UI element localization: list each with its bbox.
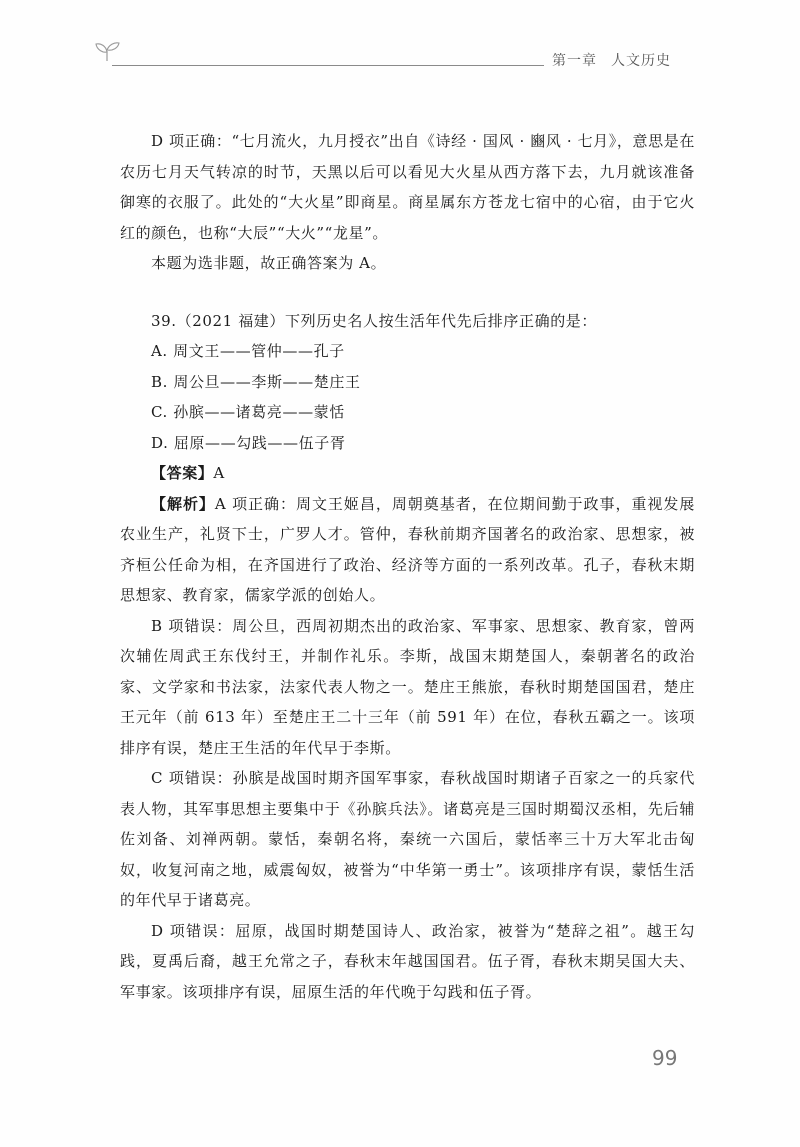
previous-conclusion: 本题为选非题，故正确答案为 A。 [151, 254, 387, 272]
page-number: 99 [652, 1046, 678, 1070]
chapter-title: 人文历史 [611, 53, 671, 69]
chapter-number: 第一章 [552, 53, 597, 69]
analysis-c: C 项错误：孙膑是战国时期齐国军事家，春秋战国时期诸子百家之一的兵家代表人物，其军事思想主要集中于《孙膑兵法》。诸葛亮是三国时期蜀汉丞相，先后辅佐刘备、刘禅两朝。蒙恬，秦朝名将，秦统一六国后，蒙恬率三十万大军北击匈奴，收复河南之地，威震匈奴，被誉为“中华第一勇士”。该项排序有误，蒙恬生活的年代早于诸葛亮。 [120, 769, 695, 909]
analysis-d: D 项错误：屈原，战国时期楚国诗人、政治家，被誉为“楚辞之祖”。越王勾践，夏禹后裔，越王允常之子，春秋末年越国国君。伍子胥，春秋末期吴国大夫、军事家。该项排序有误，屈原生活的年代晚于勾践和伍子胥。 [120, 921, 695, 1001]
sprout-icon [94, 40, 120, 62]
analysis-label: 【解析】 [151, 494, 215, 513]
question-stem: 39.（2021 福建）下列历史名人按生活年代先后排序正确的是： [151, 311, 597, 330]
analysis-a-paragraph [120, 489, 695, 611]
analysis-a: A 项正确：周文王姬昌，周朝奠基者，在位期间勤于政事，重视发展农业生产，礼贤下士，广罗人才。管仲，春秋前期齐国著名的政治家、思想家，被齐桓公任命为相，在齐国进行了政治、经济等方面的一系列改革。孔子，春秋末期思想家、教育家，儒家学派的创始人。 [120, 494, 695, 604]
answer-line [120, 458, 695, 489]
option-d: D. 屈原——勾践——伍子胥 [151, 433, 346, 452]
page-body [120, 126, 695, 1007]
header-divider [112, 65, 544, 66]
page-header [0, 0, 800, 80]
chapter-heading [552, 50, 671, 70]
answer-value: A [213, 464, 225, 482]
previous-analysis-d: D 项正确：“七月流火，九月授衣”出自《诗经 · 国风 · 豳风 · 七月》，意思是在农历七月天气转凉的时节，天黑以后可以看见大火星从西方落下去，九月就该准备御寒的衣服了。此处的“大火星”即商星。商星属东方苍龙七宿中的心宿，由于它火红的颜色，也称“大辰”“大火”“龙星”。 [120, 132, 695, 242]
option-c: C. 孙膑——诸葛亮——蒙恬 [151, 403, 345, 421]
answer-label: 【答案】 [151, 464, 214, 482]
option-a: A. 周文王——管仲——孔子 [151, 342, 345, 360]
analysis-b: B 项错误：周公旦，西周初期杰出的政治家、军事家、思想家、教育家，曾两次辅佐周武王东伐纣王，并制作礼乐。李斯，战国末期楚国人，秦朝著名的政治家、文学家和书法家，法家代表人物之一。楚庄王熊旅，春秋时期楚国国君，楚庄王元年（前 613 年）至楚庄王二十三年（前 591 年）在位，春秋五霸之一。该项排序有误，楚庄王生活的年代早于李斯。 [120, 616, 695, 757]
option-b: B. 周公旦——李斯——楚庄王 [151, 372, 361, 391]
